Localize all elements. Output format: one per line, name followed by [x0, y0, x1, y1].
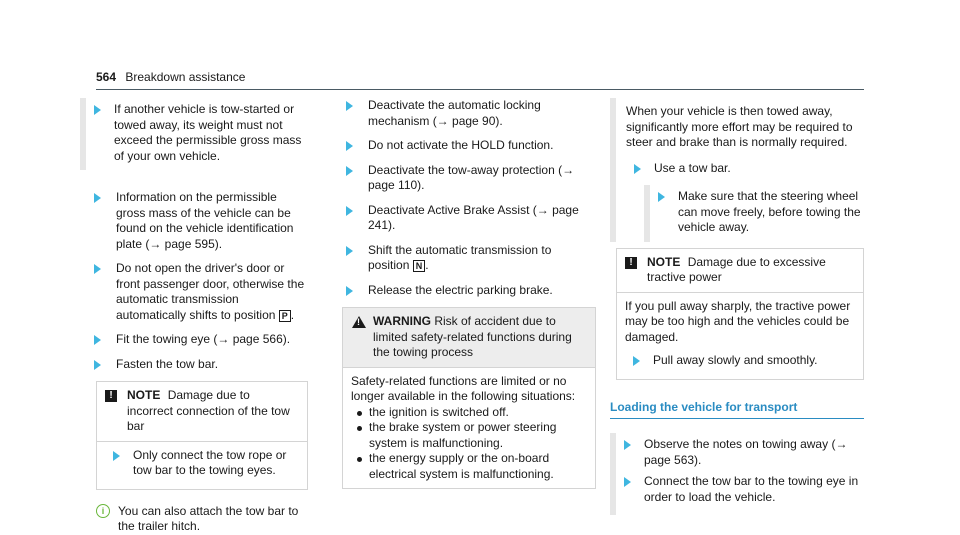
bullet-item: the ignition is switched off. [351, 405, 587, 421]
exclamation-icon: ! [105, 390, 117, 402]
step-text: Fasten the tow bar. [116, 356, 219, 371]
warning-body [343, 368, 595, 489]
note-box [616, 248, 864, 380]
arrow-icon [94, 193, 101, 203]
step: Shift the automatic transmission to position N . [332, 243, 596, 274]
step [626, 161, 864, 177]
section-title: Loading the vehicle for transport [610, 400, 864, 420]
section-steps [610, 433, 864, 515]
warning-header [343, 308, 595, 368]
step-text: Fit the towing eye (→ page 566). [116, 332, 291, 346]
step [616, 437, 864, 468]
sub-step-box [644, 185, 864, 242]
step [332, 283, 596, 299]
header-divider [96, 89, 864, 90]
arrow-icon [346, 206, 353, 216]
arrow-icon [633, 356, 640, 366]
step-text: Deactivate the automatic locking mechanism (→ page 90). [368, 98, 541, 128]
column-1 [80, 98, 308, 535]
tip [90, 504, 308, 535]
arrow-icon [346, 246, 353, 256]
intro-box [610, 98, 864, 242]
step: Do not open the driver's door or front passenger door, otherwise the automatic transmission automatically shifts to position P . [80, 261, 308, 323]
intro-text: When your vehicle is then towed away, significantly more effort may be required to steer and brake than is normally required. [626, 104, 853, 149]
arrow-icon [346, 101, 353, 111]
page-header [96, 70, 245, 86]
warning-icon [352, 316, 366, 328]
arrow-icon [113, 451, 120, 461]
step-text: Observe the notes on towing away (→ page 563). [644, 437, 848, 467]
sub-step-text: If another vehicle is tow-started or towed away, its weight must not exceed the permissible gross mass of your own vehicle. [114, 102, 302, 163]
note-text: Damage due to incorrect connection of the tow bar [127, 388, 290, 433]
warning-intro: Safety-related functions are limited or no longer available in the following situations: [351, 373, 576, 403]
arrow-icon [346, 141, 353, 151]
exclamation-icon: ! [625, 257, 637, 269]
note-step-text: Only connect the tow rope or tow bar to the towing eyes. [133, 447, 287, 477]
note-header [617, 249, 863, 293]
step [616, 474, 864, 505]
arrow-icon [634, 164, 641, 174]
sub-step [650, 189, 864, 236]
note-body [617, 293, 863, 379]
step [80, 190, 308, 252]
note-text: Damage due to excessive tractive power [647, 254, 826, 284]
arrow-icon [346, 166, 353, 176]
gear-p-icon: P [279, 310, 291, 322]
arrow-icon [658, 192, 665, 202]
note-header [97, 382, 307, 442]
column-3 [610, 98, 864, 515]
tip-text: You can also attach the tow bar to the trailer hitch. [118, 503, 299, 533]
step-text: Make sure that the steering wheel can move freely, before towing the vehicle away. [678, 189, 861, 234]
warning-title: WARNING [373, 314, 431, 328]
arrow-icon [624, 440, 631, 450]
arrow-icon [94, 105, 101, 115]
sub-step [86, 102, 308, 164]
sub-step-box [80, 98, 308, 170]
note-body [97, 442, 307, 489]
note-box [96, 381, 308, 490]
gear-n-icon: N [413, 260, 426, 272]
arrow-icon [94, 264, 101, 274]
section-name: Breakdown assistance [125, 70, 246, 84]
step [332, 98, 596, 129]
step-text: Shift the automatic transmission to position [368, 242, 552, 272]
note-title: NOTE [647, 254, 681, 269]
arrow-icon [94, 335, 101, 345]
step-text: Do not open the driver's door or front passenger door, otherwise the automatic transmission automatically shifts to position [116, 261, 305, 322]
warning-text: Risk of accident due to limited safety-related functions during the towing process [373, 314, 572, 359]
note-body-text: If you pull away sharply, the tractive power may be too high and the vehicles could be damaged. [625, 298, 851, 344]
bullet-item: the brake system or power steering system is malfunctioning. [351, 420, 587, 451]
step-text: Use a tow bar. [654, 160, 731, 175]
arrow-icon [94, 360, 101, 370]
warning-box [342, 307, 596, 489]
step-text: Release the electric parking brake. [368, 282, 553, 297]
step [332, 163, 596, 194]
step [332, 203, 596, 234]
bullet-item: the energy supply or the on-board electrical system is malfunctioning. [351, 451, 587, 482]
step-text: Deactivate Active Brake Assist (→ page 241). [368, 202, 579, 232]
note-step [625, 353, 855, 369]
step [80, 357, 308, 373]
step-text: Connect the tow bar to the towing eye in order to load the vehicle. [644, 474, 859, 504]
info-icon: i [96, 504, 110, 518]
note-step-text: Pull away slowly and smoothly. [653, 353, 818, 367]
step-text: Deactivate the tow-away protection (→ page 110). [368, 162, 575, 192]
note-title: NOTE [127, 388, 161, 402]
step [80, 332, 308, 348]
note-step [105, 448, 299, 479]
step [332, 138, 596, 154]
column-2 [332, 98, 596, 489]
step-text: Information on the permissible gross mass of the vehicle can be found on the vehicle identification plate (→ page 595). [116, 190, 294, 251]
arrow-icon [346, 286, 353, 296]
arrow-icon [624, 477, 631, 487]
step-text: Do not activate the HOLD function. [368, 138, 554, 152]
page-number: 564 [96, 70, 117, 84]
